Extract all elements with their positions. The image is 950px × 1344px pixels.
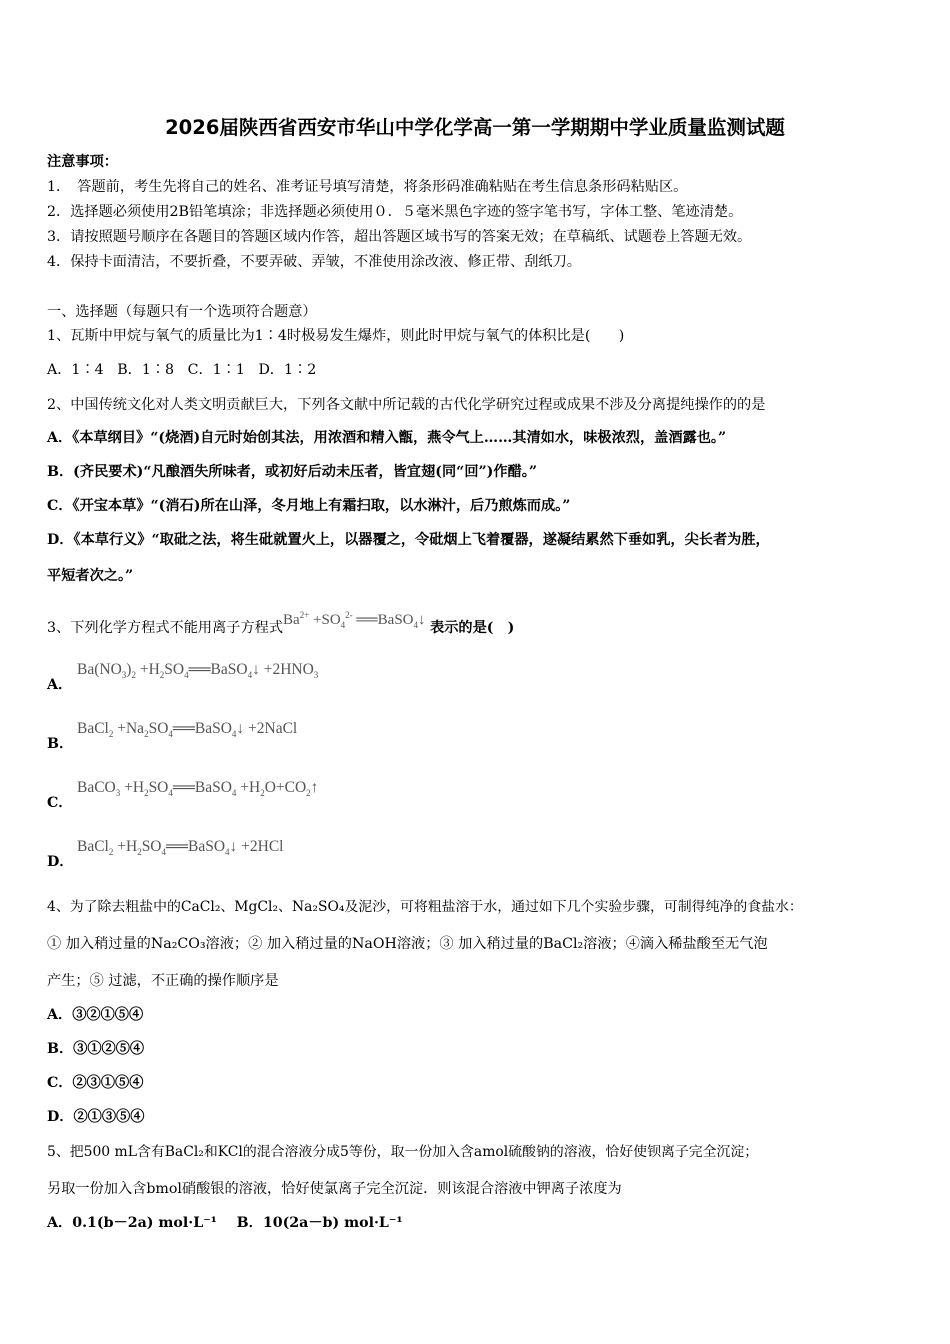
question-3-option-d-label: D．	[47, 854, 74, 870]
notice-item: 2．选择题必须使用2B铅笔填涂；非选择题必须使用０．５毫米黑色字迹的签字笔书写，字体工整、笔迹清楚。	[47, 204, 743, 220]
question-3-stem-before: 3、下列化学方程式不能用离子方程式	[47, 620, 284, 636]
question-4-stem-cont: ① 加入稍过量的Na₂CO₃溶液；② 加入稍过量的NaOH溶液；③ 加入稍过量的BaCl₂溶液；④滴入稀盐酸至无气泡	[47, 936, 768, 952]
question-3-option-b-label: B．	[47, 736, 74, 752]
section-heading: 一、选择题（每题只有一个选项符合题意）	[47, 304, 317, 320]
question-2-option-b: B．(齐民要术)“凡酿酒失所味者，或初好后动未压者，皆宜翅(同“回”)作醋。”	[47, 464, 538, 480]
option-a: A．0.1(b－2a) mol·L⁻¹	[47, 1215, 217, 1231]
question-2-option-d-cont: 平短者次之。”	[47, 568, 134, 584]
question-3-option-d-equation: BaCl$_2$ $+H_2SO_4══BaSO_4↓ +2HCl$	[77, 838, 284, 858]
question-4-option-a: A．③②①⑤④	[47, 1007, 144, 1023]
option-b: B．1∶8	[117, 362, 175, 378]
question-3-option-b-equation: BaCl$_2$ $+Na_2SO_4══BaSO_4↓$ +2NaCl	[77, 720, 298, 740]
notice-item: 1． 答题前，考生先将自己的姓名、准考证号填写清楚，将条形码准确粘贴在考生信息条形码粘贴区。	[47, 179, 688, 195]
question-4-option-b: B．③①②⑤④	[47, 1041, 145, 1057]
notice-heading: 注意事项：	[47, 154, 118, 170]
question-5-stem: 5、把500 mL含有BaCl₂和KCl的混合溶液分成5等份，取一份加入含amol硫酸钠的溶液，恰好使钡离子完全沉淀；	[47, 1144, 759, 1160]
question-1-options	[47, 360, 316, 380]
notice-item: 4．保持卡面清洁，不要折叠，不要弄破、弄皱，不准使用涂改液、修正带、刮纸刀。	[47, 254, 581, 270]
question-5-stem-cont: 另取一份加入含bmol硝酸银的溶液，恰好使氯离子完全沉淀．则该混合溶液中钾离子浓度为	[47, 1181, 622, 1197]
ionic-equation: $Ba^{2+} +SO_4^{2-}$ ══BaSO$_4$↓	[283, 610, 426, 630]
question-3-option-a-equation: $Ba(NO_3)_2$ $+H_2SO_4══BaSO_4↓ +2HNO_3$	[77, 661, 319, 681]
question-3-stem	[47, 610, 515, 643]
question-1-stem: 1、瓦斯中甲烷与氧气的质量比为1∶4时极易发生爆炸，则此时甲烷与氧气的体积比是( )	[47, 328, 625, 344]
question-4-stem-cont: 产生；⑤ 过滤，不正确的操作顺序是	[47, 973, 279, 989]
question-2-option-a: A．《本草纲目》“(烧酒)自元时始创其法，用浓酒和精入甑，燕令气上……其清如水，味极浓烈，盖酒露也。”	[47, 430, 727, 446]
option-d: D．1∶2	[258, 362, 317, 378]
question-3-stem-after: 表示的是( )	[430, 620, 515, 636]
question-2-stem: 2、中国传统文化对人类文明贡献巨大，下列各文献中所记载的古代化学研究过程或成果不涉及分离提纯操作的的是	[47, 397, 766, 413]
question-3-option-c-equation: BaCO$_3$ $+H_2SO_4══BaSO_4$ $+H_2O+CO_2↑$	[77, 779, 319, 799]
question-5-options	[47, 1213, 403, 1233]
question-3-option-a-label: A．	[47, 677, 73, 693]
page-title: 2026届陕西省西安市华山中学化学高一第一学期期中学业质量监测试题	[165, 116, 785, 139]
question-2-option-c: C．《开宝本草》“(消石)所在山泽，冬月地上有霜扫取，以水淋汁，后乃煎炼而成。”	[47, 498, 571, 514]
notice-item: 3．请按照题号顺序在各题目的答题区域内作答，超出答题区域书写的答案无效；在草稿纸、试题卷上答题无效。	[47, 229, 752, 245]
option-c: C．1∶1	[187, 362, 245, 378]
question-4-stem: 4、为了除去粗盐中的CaCl₂、MgCl₂、Na₂SO₄及泥沙，可将粗盐溶于水，通过如下几个实验步骤，可制得纯净的食盐水：	[47, 899, 803, 915]
option-b: B．10(2a－b) mol·L⁻¹	[236, 1215, 403, 1231]
question-4-option-c: C．②③①⑤④	[47, 1075, 144, 1091]
question-4-option-d: D．②①③⑤④	[47, 1109, 145, 1125]
question-2-option-d: D．《本草行义》“取砒之法，将生砒就置火上，以器覆之，令砒烟上飞着覆器，遂凝结累然下垂如乳，尖长者为胜，	[47, 532, 770, 548]
question-3-option-c-label: C．	[47, 795, 73, 811]
option-a: A．1∶4	[47, 362, 104, 378]
